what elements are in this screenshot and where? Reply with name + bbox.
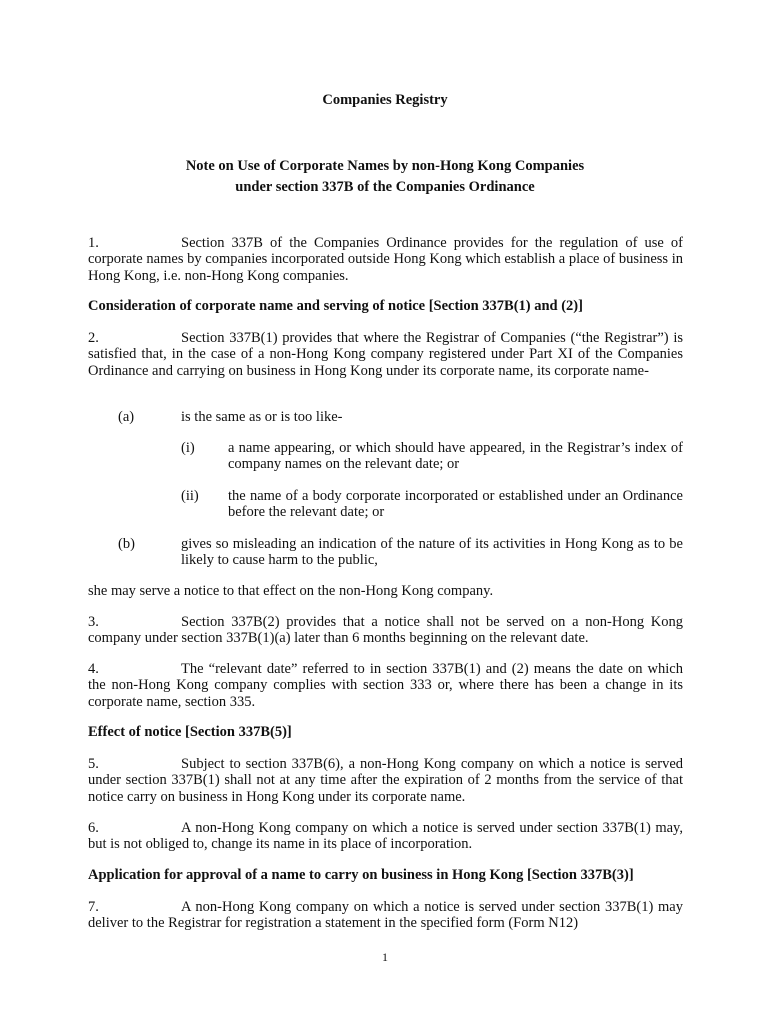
item-a-label: (a) (118, 409, 135, 425)
paragraph-5-number: 5. (88, 756, 99, 772)
paragraph-4-number: 4. (88, 661, 99, 677)
registry-heading: Companies Registry (322, 92, 448, 108)
item-b-text: gives so misleading an indication of the nature of its activities in Hong Kong as to be likely to cause harm to the public, (181, 536, 683, 569)
paragraph-2-conclusion: she may serve a notice to that effect on the non-Hong Kong company. (88, 583, 494, 599)
paragraph-6 (88, 820, 683, 853)
item-ii-label: (ii) (181, 488, 199, 504)
paragraph-7-text: A non-Hong Kong company on which a notice is served under section 337B(1) may deliver to the Registrar for registration a statement in the specified form (Form N12) (88, 899, 683, 932)
paragraph-1 (88, 235, 683, 284)
paragraph-2-number: 2. (88, 330, 99, 346)
item-i-text: a name appearing, or which should have appeared, in the Registrar’s index of company names on the relevant date; or (228, 440, 683, 473)
item-ii-text: the name of a body corporate incorporated or established under an Ordinance before the relevant date; or (228, 488, 683, 521)
paragraph-7-number: 7. (88, 899, 99, 915)
paragraph-6-number: 6. (88, 820, 99, 836)
paragraph-3-number: 3. (88, 614, 99, 630)
section-heading-2: Effect of notice [Section 337B(5)] (88, 724, 292, 740)
section-heading-3: Application for approval of a name to carry on business in Hong Kong [Section 337B(3)] (88, 867, 634, 883)
item-b-label: (b) (118, 536, 135, 552)
paragraph-3-text: Section 337B(2) provides that a notice shall not be served on a non-Hong Kong company under section 337B(1)(a) later than 6 months beginning on the relevant date. (88, 614, 683, 647)
paragraph-1-text: Section 337B of the Companies Ordinance provides for the regulation of use of corporate names by companies incorporated outside Hong Kong which establish a place of business in Hong Kong, i.e. non-Hong Kong companies. (88, 235, 683, 284)
paragraph-5 (88, 756, 683, 805)
paragraph-7 (88, 899, 683, 932)
page-number: 1 (382, 950, 388, 964)
paragraph-4 (88, 661, 683, 710)
paragraph-1-number: 1. (88, 235, 99, 251)
paragraph-5-text: Subject to section 337B(6), a non-Hong Kong company on which a notice is served under section 337B(1) shall not at any time after the expiration of 2 months from the service of that notice carry on business in Hong Kong under its corporate name. (88, 756, 683, 805)
item-a-text: is the same as or is too like- (181, 409, 343, 425)
title-line-1: Note on Use of Corporate Names by non-Hong Kong Companies (185, 158, 585, 174)
paragraph-3 (88, 614, 683, 647)
paragraph-4-text: The “relevant date” referred to in section 337B(1) and (2) means the date on which the non-Hong Kong company complies with section 333 or, where there has been a change in its corporate name, section 335. (88, 661, 683, 710)
section-heading-1: Consideration of corporate name and serving of notice [Section 337B(1) and (2)] (88, 298, 583, 314)
paragraph-2-text: Section 337B(1) provides that where the Registrar of Companies (“the Registrar”) is satisfied that, in the case of a non-Hong Kong company registered under Part XI of the Companies Ordinance and carrying on business in Hong Kong under its corporate name, its corporate name- (88, 330, 683, 379)
paragraph-2 (88, 330, 683, 379)
item-i-label: (i) (181, 440, 195, 456)
title-line-2: under section 337B of the Companies Ordinance (235, 179, 535, 195)
paragraph-6-text: A non-Hong Kong company on which a notice is served under section 337B(1) may, but is not obliged to, change its name in its place of incorporation. (88, 820, 683, 853)
